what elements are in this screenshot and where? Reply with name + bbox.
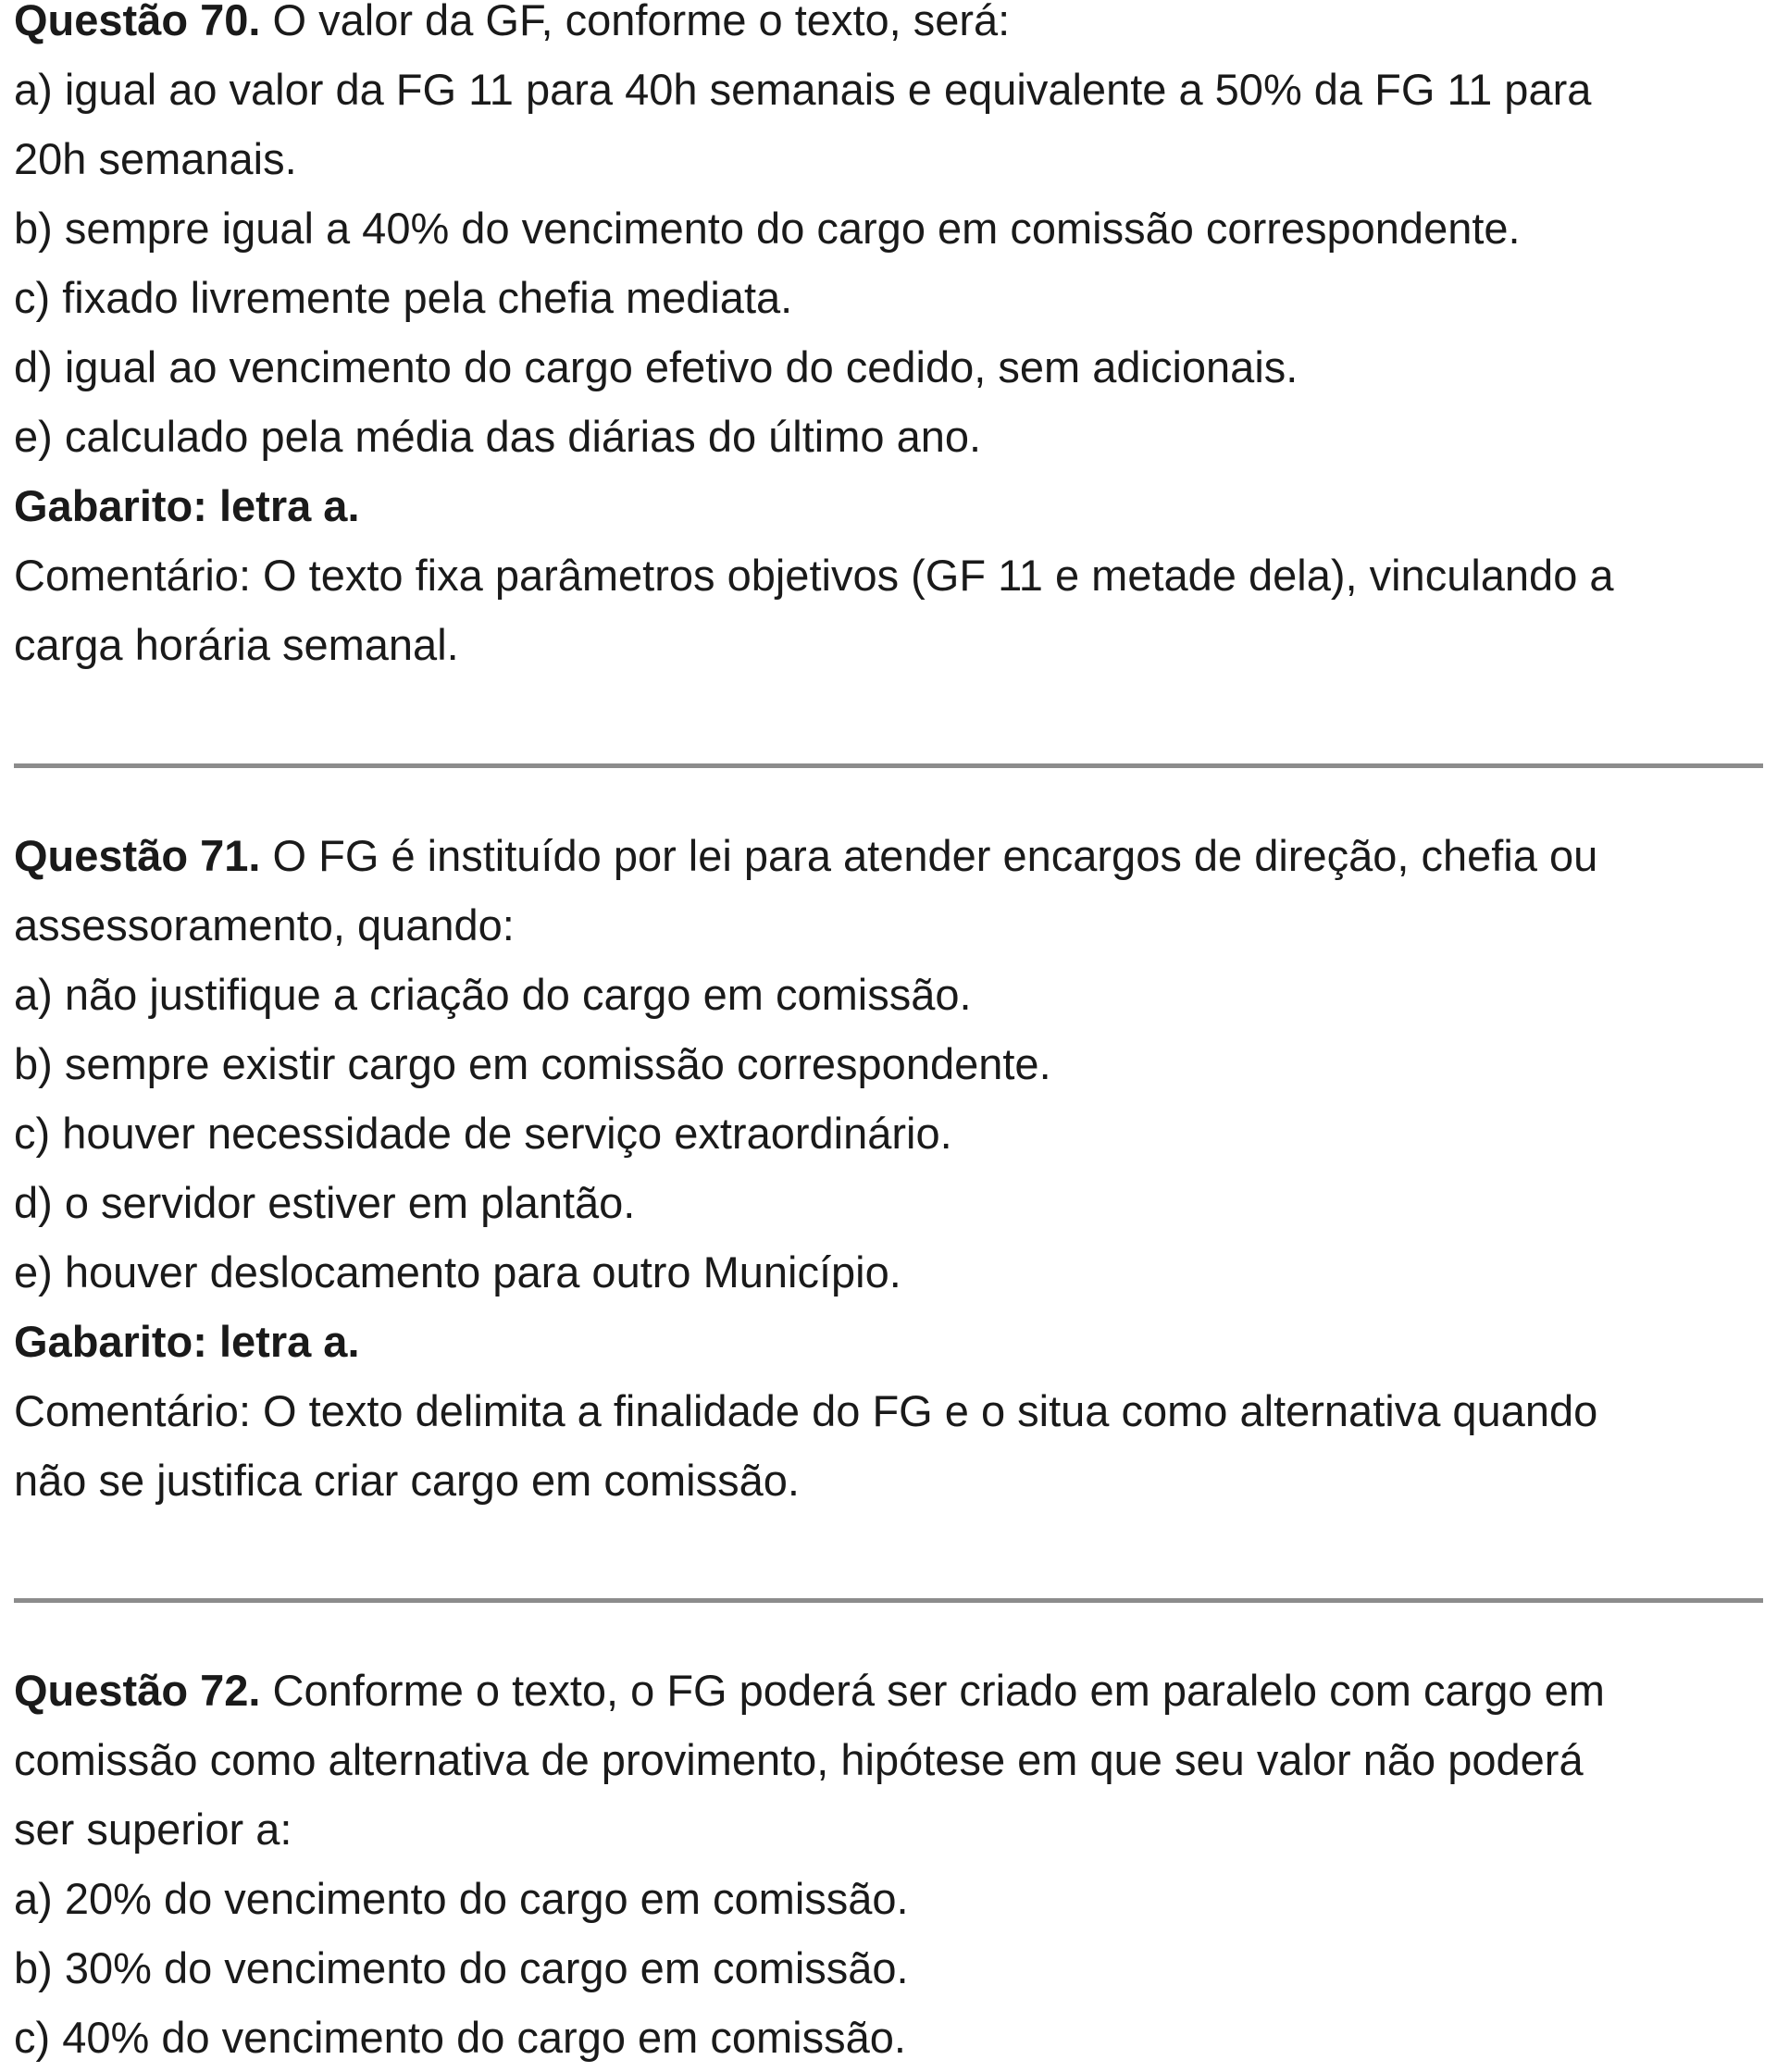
section-divider — [14, 1598, 1763, 1603]
question-72 — [14, 1656, 1605, 2072]
question-71-option-d: d) o servidor estiver em plantão. — [14, 1178, 636, 1227]
question-70-option-c: c) fixado livremente pela chefia mediata. — [14, 273, 793, 322]
question-70-answer: Gabarito: letra a. — [14, 481, 360, 530]
question-72-heading: Questão 72. — [14, 1666, 261, 1715]
question-71-stem-line-2: assessoramento, quando: — [14, 900, 515, 949]
question-72-stem-line-1 — [14, 1656, 1605, 1725]
question-72-option-b: b) 30% do vencimento do cargo em comissão. — [14, 1943, 909, 1992]
question-71-stem-line-1 — [14, 821, 1597, 890]
question-71-stem-text: O FG é instituído por lei para atender encargos de direção, chefia ou — [260, 831, 1598, 880]
section-divider — [14, 763, 1763, 768]
question-70-option-e: e) calculado pela média das diárias do último ano. — [14, 412, 982, 461]
question-72-stem-line-2: comissão como alternativa de provimento, hipótese em que seu valor não poderá — [14, 1735, 1584, 1784]
question-71-option-a: a) não justifique a criação do cargo em comissão. — [14, 970, 972, 1019]
question-71-option-c: c) houver necessidade de serviço extraordinário. — [14, 1109, 952, 1158]
question-70-option-a: a) igual ao valor da FG 11 para 40h semanais e equivalente a 50% da FG 11 para — [14, 65, 1592, 114]
question-70-stem-text: O valor da GF, conforme o texto, será: — [260, 0, 1011, 44]
question-70-comment-line-1: Comentário: O texto fixa parâmetros objetivos (GF 11 e metade dela), vinculando a — [14, 551, 1614, 600]
question-72-stem-text: Conforme o texto, o FG poderá ser criado em paralelo com cargo em — [260, 1666, 1605, 1715]
question-71-option-b: b) sempre existir cargo em comissão correspondente. — [14, 1039, 1051, 1088]
question-70-option-b: b) sempre igual a 40% do vencimento do cargo em comissão correspondente. — [14, 204, 1521, 253]
question-71-comment-line-1: Comentário: O texto delimita a finalidade do FG e o situa como alternativa quando — [14, 1386, 1598, 1435]
question-70 — [14, 0, 1614, 679]
question-71-answer: Gabarito: letra a. — [14, 1317, 360, 1366]
question-71 — [14, 821, 1597, 1515]
question-72-option-a: a) 20% do vencimento do cargo em comissão. — [14, 1874, 909, 1923]
question-71-heading: Questão 71. — [14, 831, 261, 880]
question-72-option-c: c) 40% do vencimento do cargo em comissão. — [14, 2013, 906, 2062]
question-70-stem — [14, 0, 1614, 55]
question-71-option-e: e) houver deslocamento para outro Município. — [14, 1247, 901, 1297]
question-70-option-a-cont: 20h semanais. — [14, 134, 297, 183]
question-70-heading: Questão 70. — [14, 0, 261, 44]
question-71-comment-line-2: não se justifica criar cargo em comissão. — [14, 1456, 800, 1505]
question-72-stem-line-3: ser superior a: — [14, 1805, 292, 1854]
question-70-comment-line-2: carga horária semanal. — [14, 620, 459, 669]
question-70-option-d: d) igual ao vencimento do cargo efetivo do cedido, sem adicionais. — [14, 342, 1299, 391]
